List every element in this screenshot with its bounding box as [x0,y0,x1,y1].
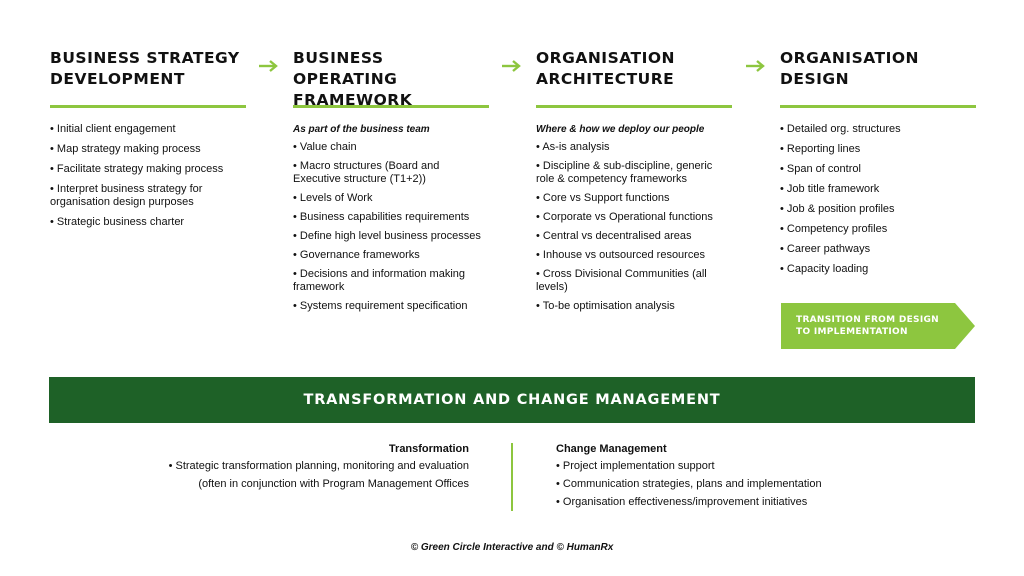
section-divider [511,443,513,511]
list-item: • Macro structures (Board and Executive structure (T1+2)) [293,160,489,186]
change-management-title: Change Management [556,443,667,455]
list-item: • Capacity loading [780,263,976,276]
column-subtitle: As part of the business team [293,124,430,135]
column-organisation-design [780,48,976,276]
list-item: • Competency profiles [780,223,976,236]
list-item: • Job & position profiles [780,203,976,216]
list-item: • To-be optimisation analysis [536,300,732,313]
transformation-banner [49,377,975,423]
transition-label: TRANSITION FROM DESIGN TO IMPLEMENTATION [796,315,939,337]
column-organisation-architecture [536,48,732,313]
change-management-section [556,443,936,514]
transformation-title: Transformation [388,443,469,455]
column-business-strategy [50,48,246,229]
list-item: • Governance frameworks [293,249,489,262]
list-item: • Central vs decentralised areas [536,230,732,243]
list-item: • Span of control [780,163,976,176]
list-item: • Reporting lines [780,143,976,156]
banner-title: TRANSFORMATION AND CHANGE MANAGEMENT [303,392,721,408]
list-item: • Career pathways [780,243,976,256]
list-item: • Job title framework [780,183,976,196]
list-item: • Cross Divisional Communities (all levels) [536,268,732,294]
copyright-footer: © Green Circle Interactive and © HumanRx [410,542,614,553]
list-item: • Decisions and information making framework [293,268,489,294]
column-divider [536,105,732,108]
column-list [780,123,976,276]
column-divider [50,105,246,108]
list-item: • Interpret business strategy for organisation design purposes [50,183,246,209]
list-item: • Initial client engagement [50,123,246,136]
transformation-item: • Strategic transformation planning, monitoring and evaluation [120,460,469,473]
column-title: BUSINESS OPERATING FRAMEWORK [293,49,413,109]
arrow-right-icon [745,59,767,73]
list-item: • Facilitate strategy making process [50,163,246,176]
column-subtitle: Where & how we deploy our people [536,124,705,135]
list-item: • Core vs Support functions [536,192,732,205]
list-item: • Levels of Work [293,192,489,205]
column-list [50,123,246,229]
list-item: • Corporate vs Operational functions [536,211,732,224]
column-title: ORGANISATION ARCHITECTURE [536,49,676,88]
column-title: ORGANISATION DESIGN [780,49,920,88]
list-item: • Systems requirement specification [293,300,489,313]
transformation-item-continued: (often in conjunction with Program Management Offices [198,478,469,490]
column-title: BUSINESS STRATEGY DEVELOPMENT [50,49,240,88]
column-list [293,141,489,313]
change-item: • Communication strategies, plans and implementation [556,478,936,491]
list-item: • Discipline & sub-discipline, generic role & competency frameworks [536,160,732,186]
transformation-section [120,443,469,496]
list-item: • As-is analysis [536,141,732,154]
arrow-right-icon [501,59,523,73]
list-item: • Value chain [293,141,489,154]
list-item: • Business capabilities requirements [293,211,489,224]
list-item: • Map strategy making process [50,143,246,156]
list-item: • Strategic business charter [50,216,246,229]
list-item: • Detailed org. structures [780,123,976,136]
arrow-right-icon [258,59,280,73]
column-business-operating-framework [293,48,489,313]
list-item: • Define high level business processes [293,230,489,243]
change-item: • Project implementation support [556,460,936,473]
column-list [536,141,732,313]
list-item: • Inhouse vs outsourced resources [536,249,732,262]
change-item: • Organisation effectiveness/improvement initiatives [556,496,936,509]
column-divider [780,105,976,108]
